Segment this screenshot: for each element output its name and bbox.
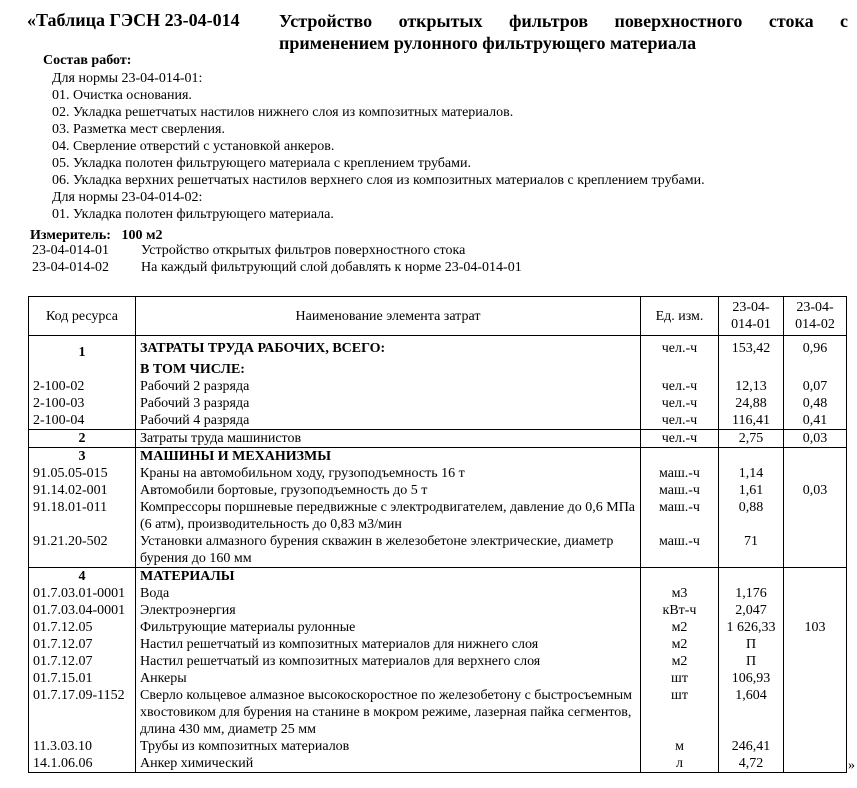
list-item: 02. Укладка решетчатых настилов нижнего слоя из композитных материалов. [52,105,514,120]
table-row [29,430,847,448]
cell-value-01: 4,72 [719,755,784,773]
header-unit: Ед. изм. [641,297,719,336]
cell-value-02 [784,653,847,670]
cell-code: 14.1.06.06 [29,755,136,773]
measure-value: 100 м2 [121,228,163,243]
table-row [29,378,847,395]
cell-value-02 [784,568,847,586]
cell-name: Настил решетчатый из композитных материалов для верхнего слоя [136,653,641,670]
cell-code: 01.7.17.09-1152 [29,687,136,738]
cell-code: 91.05.05-015 [29,465,136,482]
cell-value-01: 1,61 [719,482,784,499]
norm-code: 23-04-014-02 [32,260,109,275]
cell-value-02: 0,41 [784,412,847,430]
cell-value-01: 1,14 [719,465,784,482]
cell-unit: м2 [641,636,719,653]
cell-unit: чел.-ч [641,395,719,412]
norm-row [32,243,465,259]
cell-value-02 [784,738,847,755]
cell-code [29,361,136,378]
cell-unit: м [641,738,719,755]
cell-name: Затраты труда машинистов [136,430,641,448]
header-norm-01: 23-04- 014-01 [719,297,784,336]
cell-value-01: П [719,636,784,653]
cell-code: 2-100-02 [29,378,136,395]
header-name: Наименование элемента затрат [136,297,641,336]
cell-value-02 [784,636,847,653]
cell-name: МАШИНЫ И МЕХАНИЗМЫ [136,448,641,466]
table-header-row [29,297,847,336]
cell-name: Настил решетчатый из композитных материалов для нижнего слоя [136,636,641,653]
norm-text: Устройство открытых фильтров поверхностного стока [141,243,466,258]
list-item: 03. Разметка мест сверления. [52,122,225,137]
table-row [29,755,847,773]
cell-value-02 [784,448,847,466]
cell-code: 11.3.03.10 [29,738,136,755]
table-row [29,568,847,586]
cell-unit: м2 [641,619,719,636]
cell-code: 01.7.12.07 [29,636,136,653]
cell-unit: шт [641,670,719,687]
cell-value-02 [784,602,847,619]
cell-name: ЗАТРАТЫ ТРУДА РАБОЧИХ, ВСЕГО: [136,336,641,362]
table-row [29,482,847,499]
cell-unit: л [641,755,719,773]
cell-value-02: 0,48 [784,395,847,412]
table-row [29,670,847,687]
closing-quote: » [848,758,855,773]
cell-code: 01.7.03.01-0001 [29,585,136,602]
norm-row [32,260,522,276]
cell-name: Сверло кольцевое алмазное высокоскоростное по железобетону с быстросъемным хвостовиком для бурения на станине в мокром режиме, лазерная пайка сегментов, длина 430 мм, диаметр 25 мм [136,687,641,738]
cell-code: 2-100-03 [29,395,136,412]
cell-value-02 [784,670,847,687]
cell-value-02: 0,96 [784,336,847,362]
cell-value-01 [719,568,784,586]
table-row [29,636,847,653]
cell-value-01 [719,361,784,378]
cell-code: 91.18.01-011 [29,499,136,533]
list-item: 01. Укладка полотен фильтрующего материала. [52,207,334,222]
cell-value-02: 103 [784,619,847,636]
cell-value-01: П [719,653,784,670]
cell-code: 2 [29,430,136,448]
cell-name: Трубы из композитных материалов [136,738,641,755]
cell-code: 4 [29,568,136,586]
table-row [29,336,847,362]
header-code: Код ресурса [29,297,136,336]
cell-value-02: 0,03 [784,430,847,448]
cell-code: 01.7.03.04-0001 [29,602,136,619]
cell-name: Фильтрующие материалы рулонные [136,619,641,636]
cell-code: 91.14.02-001 [29,482,136,499]
cell-unit: чел.-ч [641,412,719,430]
table-title: Устройство открытых фильтров поверхностного стока с применением рулонного фильтрующего материала [279,11,848,53]
composition-list [52,70,705,223]
cell-unit: маш.-ч [641,465,719,482]
cell-code: 2-100-04 [29,412,136,430]
table-row [29,448,847,466]
cell-unit: чел.-ч [641,336,719,362]
list-item: Для нормы 23-04-014-02: [52,190,203,205]
cell-value-01: 24,88 [719,395,784,412]
list-item: 05. Укладка полотен фильтрующего материала с креплением трубами. [52,156,471,171]
cell-name: Анкеры [136,670,641,687]
cell-code: 3 [29,448,136,466]
cell-name: Вода [136,585,641,602]
cell-value-02: 0,03 [784,482,847,499]
cell-unit [641,568,719,586]
cell-value-02 [784,465,847,482]
table-row [29,499,847,533]
cell-value-01: 0,88 [719,499,784,533]
table-row [29,653,847,670]
cell-unit: маш.-ч [641,499,719,533]
cell-value-01: 246,41 [719,738,784,755]
cell-unit: шт [641,687,719,738]
cell-value-02 [784,585,847,602]
cell-value-02: 0,07 [784,378,847,395]
table-row [29,738,847,755]
cell-value-01: 12,13 [719,378,784,395]
cell-name: Краны на автомобильном ходу, грузоподъемность 16 т [136,465,641,482]
cell-value-01: 71 [719,533,784,568]
cell-value-01: 1,176 [719,585,784,602]
table-row [29,585,847,602]
resource-table [28,296,847,773]
norm-code: 23-04-014-01 [32,243,109,258]
cell-name: МАТЕРИАЛЫ [136,568,641,586]
cell-code: 1 [29,336,136,362]
norm-text: На каждый фильтрующий слой добавлять к норме 23-04-014-01 [141,260,522,275]
cell-value-02 [784,687,847,738]
cell-value-02 [784,499,847,533]
cell-value-02 [784,533,847,568]
cell-name: Электроэнергия [136,602,641,619]
list-item: 06. Укладка верхних решетчатых настилов верхнего слоя из композитных материалов с креплением трубами. [52,173,705,188]
cell-name: Рабочий 2 разряда [136,378,641,395]
cell-unit: чел.-ч [641,430,719,448]
cell-unit: кВт-ч [641,602,719,619]
composition-heading: Состав работ: [43,53,132,68]
cell-name: Рабочий 3 разряда [136,395,641,412]
cell-value-01: 106,93 [719,670,784,687]
header-norm-02: 23-04- 014-02 [784,297,847,336]
cell-unit: м3 [641,585,719,602]
cell-name: Автомобили бортовые, грузоподъемность до 5 т [136,482,641,499]
cell-name: В ТОМ ЧИСЛЕ: [136,361,641,378]
list-item: 01. Очистка основания. [52,88,192,103]
cell-name: Анкер химический [136,755,641,773]
cell-value-01: 1 626,33 [719,619,784,636]
cell-value-01: 153,42 [719,336,784,362]
list-item: Для нормы 23-04-014-01: [52,71,203,86]
cell-value-02 [784,755,847,773]
cell-name: Установки алмазного бурения скважин в железобетоне электрические, диаметр бурения до 160 мм [136,533,641,568]
table-row [29,465,847,482]
cell-unit: маш.-ч [641,482,719,499]
table-row [29,533,847,568]
cell-code: 01.7.12.05 [29,619,136,636]
measure-line [30,228,162,244]
table-row [29,602,847,619]
table-row [29,687,847,738]
cell-value-01 [719,448,784,466]
cell-code: 01.7.12.07 [29,653,136,670]
cell-unit: маш.-ч [641,533,719,568]
cell-value-01: 2,047 [719,602,784,619]
cell-value-02 [784,361,847,378]
table-row [29,412,847,430]
cell-name: Рабочий 4 разряда [136,412,641,430]
cell-value-01: 1,604 [719,687,784,738]
cell-name: Компрессоры поршневые передвижные с электродвигателем, давление до 0,6 МПа (6 атм), производительность до 0,83 м3/мин [136,499,641,533]
cell-code: 91.21.20-502 [29,533,136,568]
list-item: 04. Сверление отверстий с установкой анкеров. [52,139,335,154]
cell-value-01: 116,41 [719,412,784,430]
table-row [29,395,847,412]
table-row [29,361,847,378]
cell-value-01: 2,75 [719,430,784,448]
table-row [29,619,847,636]
cell-unit: м2 [641,653,719,670]
measure-label: Измеритель: [30,228,111,243]
cell-unit [641,361,719,378]
cell-unit [641,448,719,466]
cell-code: 01.7.15.01 [29,670,136,687]
table-code: «Таблица ГЭСН 23-04-014 [27,10,240,30]
cell-unit: чел.-ч [641,378,719,395]
